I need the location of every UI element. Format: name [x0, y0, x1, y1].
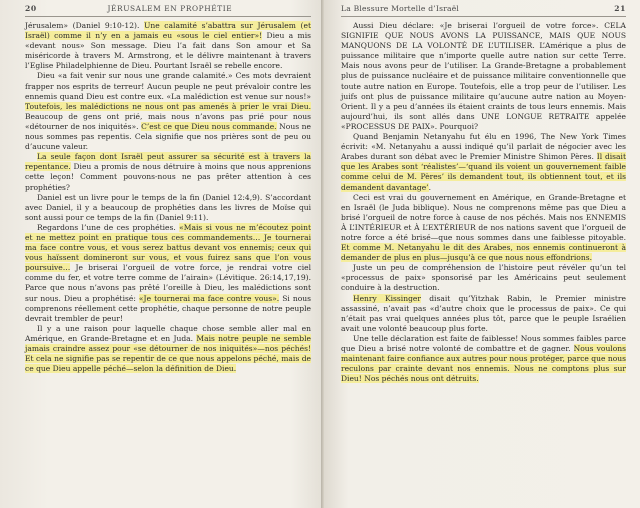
left-running-header	[25, 4, 311, 17]
highlighted-text: La seule façon dont Israël peut assurer sa sécurité est à travers la repentance.	[25, 152, 311, 172]
left-running-head: JÉRUSALEM EN PROPHÉTIE	[107, 4, 233, 13]
text-run: Dieu a mis «devant nous» Son message. Dieu l’a fait dans Son amour et Sa miséricorde à travers M. Armstrong, et le délivre maintenant à travers l’Eglise Philadelphienne de Dieu. Pourtant Israël se rebelle encore.	[25, 31, 311, 71]
highlighted-text: Nous voulons maintenant faire confiance aux autres pour nous protéger, parce que nous reculons par crainte devant nos ennemis. Nous ne comptons plus sur Dieu! Nos péchés nous ont détruits.	[341, 344, 626, 384]
book-gutter	[321, 0, 324, 508]
paragraph	[25, 71, 311, 152]
text-run: Juste un peu de compréhension de l’histoire peut révéler qu’un tel «processus de paix» sponsorisé par les Américains peut seulement conduire à la destruction.	[341, 263, 626, 293]
text-run: Ceci est vrai du gouvernement en Amérique, en Grande-Bretagne et en Israël (le Juda biblique). Nous ne comprenons même pas que Dieu a brisé l’orgueil de notre force à cause de nos péchés. Mais nos ENNEMIS À L’INTÉRIEUR et À L’EXTÉRIEUR de nos nations savent que l’orgueil de notre force a été brisé—que nous sommes dans une faiblesse pitoyable.	[341, 192, 626, 242]
paragraph	[25, 223, 311, 324]
right-page-number: 21	[614, 4, 626, 13]
text-run: Dieu a promis de nous détruire à moins que nous apprenions cette leçon! Comment pouvons-nous ne pas prêter attention à ces prophéties?	[25, 162, 311, 192]
text-run: Si nous comprenons réellement cette prophétie, chaque personne de notre peuple devrait trembler de peur!	[25, 293, 311, 323]
highlighted-text: Toutefois, les malédictions ne nous ont pas amenés à prier le vrai Dieu.	[25, 101, 311, 111]
text-run: Je briserai l’orgueil de votre force, je rendrai votre ciel comme du fer, et votre terre comme de l’airain» (Lévitique. 26:14,17,19). Parce que nous n’avons pas prêté l’oreille à Dieu, les malédictions sont sur nous. Dieu a prophétisé:	[25, 263, 311, 303]
text-run: disait qu’Yitzhak Rabin, le Premier ministre assassiné, n’avait pas «d’autre choix que le processus de paix». Ce qui n’était pas vrai quelques années plus tôt, parce que le peuple Israélien avait une volonté beaucoup plus forte.	[341, 293, 626, 333]
highlighted-text: Mais notre peuple ne semble jamais craindre assez pour «se détourner de nos iniquités»—nos péchés! Et cela ne signifie pas se repentir de ce que nous appelons péché, mais de ce que Dieu appelle péché—selon la définition de Dieu.	[25, 333, 311, 374]
text-run: Regardons l’une de ces prophéties.	[37, 222, 180, 232]
highlighted-text: Et comme M. Netanyahu le dit des Arabes, nos ennemis continueront à demander de plus en plus—jusqu’à ce que nous nous effondrions.	[341, 243, 626, 263]
text-run: Nous ne nous sommes pas repentis. Cela signifie que nos prières sont de peu ou d’aucune valeur.	[25, 121, 311, 152]
highlighted-text: Une calamité s’abattra sur Jérusalem (et Israël) comme il n’y en a jamais eu «sous le ciel entier»!	[25, 21, 311, 41]
right-running-header	[341, 4, 626, 17]
left-page-number: 20	[25, 4, 37, 13]
paragraph	[341, 294, 626, 334]
paragraph	[341, 263, 626, 293]
text-run: Jérusalem» (Daniel 9:10-12).	[25, 21, 144, 30]
text-run: Quand Benjamin Netanyahu fut élu en 1996, The New York Times écrivit: «M. Netanyahu a aussi indiqué qu’il parlait de négocier avec les Arabes durant son débat avec le Premier Ministre Shimon Pères.	[341, 132, 626, 162]
text-run: Daniel est un livre pour le temps de la fin (Daniel 12:4,9). S’accordant avec Daniel, il y a beaucoup de prophéties dans les livres de Moïse qui sont aussi pour ce temps de la fin (Daniel 9:11).	[25, 192, 311, 222]
paragraph	[341, 193, 626, 264]
highlighted-text: «Mais si vous ne m’écoutez point et ne mettez point en pratique tous ces commandements… Je tournerai ma face contre vous, et vous serez battus devant vos ennemis; ceux qui vous haïssent domineront sur vous, et vous fuirez sans que l’on vous poursuive…	[25, 222, 311, 273]
paragraph	[341, 132, 626, 193]
text-run: Aussi Dieu déclare: «Je briserai l’orgueil de votre force». CELA SIGNIFIE QUE NOUS AVONS LA PUISSANCE, MAIS QUE NOUS MANQUONS DE LA VOLONTÉ DE L’UTILISER. L’Amérique a plus de puissance militaire que n’importe quelle autre nation sur cette Terre. Mais nous avons peur de l’utiliser. La Grande-Bretagne a probablement plus de puissance nucléaire et de puissance militaire conventionnelle que toute autre nation en Europe. Toutefois, elle a trop peur de l’utiliser. Les juifs ont plus de puissance militaire qu’aucune autre nation au Moyen-Orient. Il y a peu d’années ils étaient craints de tous leurs ennemis. Mais aujourd’hui, ils sont allés dans UNE LONGUE RETRAITE appelée «PROCESSUS DE PAIX». Pourquoi?	[341, 21, 626, 131]
left-page-body	[25, 21, 311, 374]
paragraph	[341, 21, 626, 132]
highlighted-text: Henry Kissinger	[353, 293, 421, 303]
paragraph	[25, 21, 311, 71]
text-run: Il y a une raison pour laquelle chaque chose semble aller mal en Amérique, en Grande-Bretagne et en Juda.	[25, 323, 311, 343]
highlighted-text: Il disait que les Arabes sont ‘réalistes’—‘quand ils voient un gouvernement faible comme celui de M. Pères’ ils demandent tout, ils obtiennent tout, et ils demandent davantage’	[341, 152, 627, 192]
highlighted-text: «Je tournerai ma face contre vous».	[138, 293, 280, 303]
text-run: Beaucoup de gens ont prié, mais nous n’avons pas prié pour nous «détourner de nos iniquités».	[25, 111, 311, 131]
text-run: .	[428, 182, 431, 192]
paragraph	[25, 193, 311, 223]
highlighted-text: C’est ce que Dieu nous commande.	[141, 121, 277, 131]
text-run: Une telle déclaration est faite de faiblesse! Nous sommes faibles parce que Dieu a brisé notre volonté de combattre et de gagner.	[341, 333, 626, 353]
text-run: Dieu «a fait venir sur nous une grande calamité.» Ces mots devraient frapper nos esprits de terreur! Aucun peuple ne peut prévaloir contre les ennemis quand Dieu est contre eux. «La malédiction est venue sur nous!»	[25, 71, 311, 101]
right-page	[323, 0, 640, 508]
paragraph	[341, 334, 626, 384]
paragraph	[25, 324, 311, 374]
paragraph	[25, 152, 311, 192]
right-running-head: La Blessure Mortelle d’Israël	[341, 4, 460, 13]
right-page-body	[341, 21, 626, 384]
